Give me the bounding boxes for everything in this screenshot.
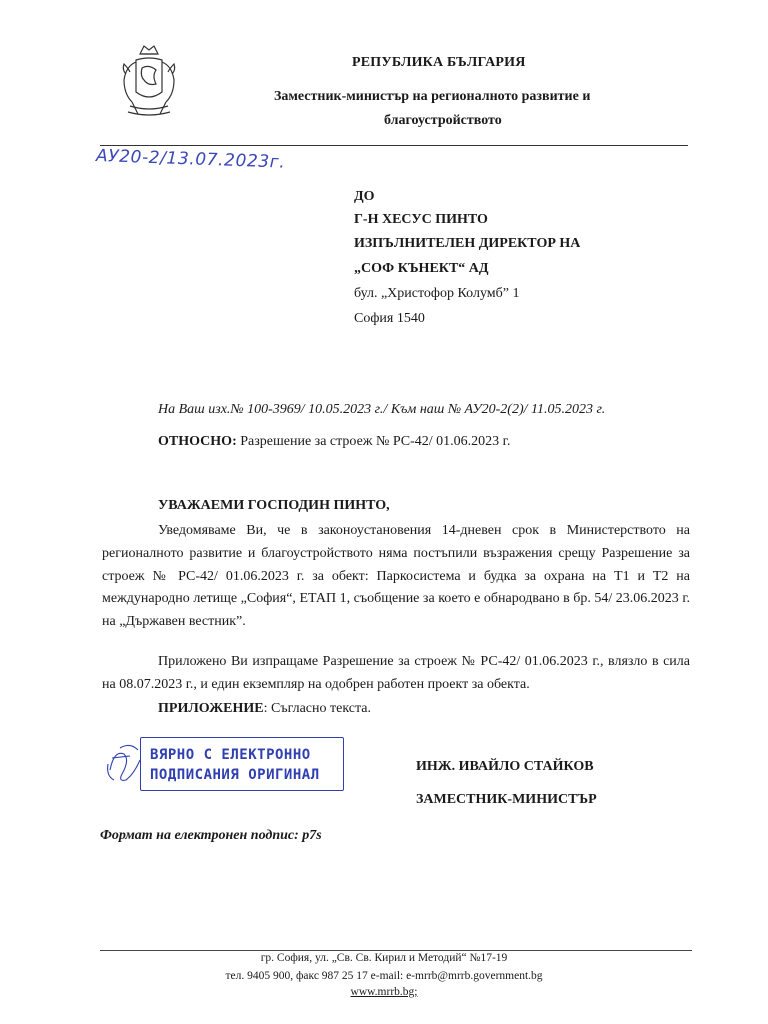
reference-line: На Ваш изх.№ 100-3969/ 10.05.2023 г./ Към наш № АУ20-2(2)/ 11.05.2023 г. [158,402,606,417]
attachment-label: ПРИЛОЖЕНИЕ [158,701,264,716]
department-heading-line2: благоустройството [384,113,502,128]
recipient-position: ИЗПЪЛНИТЕЛЕН ДИРЕКТОР НА [354,236,581,251]
country-heading: РЕПУБЛИКА БЪЛГАРИЯ [352,55,526,70]
department-heading-line1: Заместник-министър на регионалното развитие и [274,89,591,104]
signature-format-note: Формат на електронен подпис: p7s [100,828,322,843]
footer-address: гр. София, ул. „Св. Св. Кирил и Методий“ №17-19 [260,952,508,964]
subject-line [158,434,510,450]
coat-of-arms-logo [118,40,180,124]
attachment-text: : Съгласно текста. [263,701,372,716]
greeting: УВАЖАЕМИ ГОСПОДИН ПИНТО, [158,498,390,513]
subject-text: Разрешение за строеж № РС-42/ 01.06.2023 г. [240,434,511,449]
recipient-name: Г-Н ХЕСУС ПИНТО [354,212,488,227]
stamp-text-line1: ВЯРНО С ЕЛЕКТРОННО [150,747,311,763]
signatory-title: ЗАМЕСТНИК-МИНИСТЪР [416,792,597,807]
header-divider [100,145,688,146]
footer-contacts: тел. 9405 900, факс 987 25 17 e-mail: e-mrrb@mrrb.government.bg [225,970,543,982]
footer-divider [100,950,692,951]
registration-number: АУ20-2/13.07.2023г. [95,146,286,173]
stamp-text-line2: ПОДПИСАНИЯ ОРИГИНАЛ [150,767,320,783]
attachment-line [158,701,371,717]
footer-website-link[interactable]: www.mrrb.bg; [350,986,418,998]
subject-label: ОТНОСНО: [158,434,237,449]
body-paragraph-1: Уведомяваме Ви, че в законоустановения 14-дневен срок в Министерството на регионалното развитие и благоустройството няма постъпили възражения срещу Разрешение за строеж № РС-42/ 01.06.2023 г. за обект: Паркосистема и будка за охрана на Т1 и Т2 на международно летище „София“, ЕТАП 1, съобщение за което е обнародвано в бр. 54/ 23.06.2023 г. на „Държавен вестник”. [102,523,690,630]
recipient-street: бул. „Христофор Колумб” 1 [354,286,520,301]
recipient-company: „СОФ КЪНЕКТ“ АД [354,261,489,276]
recipient-line-to: ДО [354,189,375,204]
recipient-city: София 1540 [354,311,425,326]
signatory-name: ИНЖ. ИВАЙЛО СТАЙКОВ [416,759,594,774]
body-paragraph-2: Приложено Ви изпращаме Разрешение за строеж № РС-42/ 01.06.2023 г., влязло в сила на 08.07.2023 г., и един екземпляр на одобрен работен проект за обекта. [102,654,690,692]
